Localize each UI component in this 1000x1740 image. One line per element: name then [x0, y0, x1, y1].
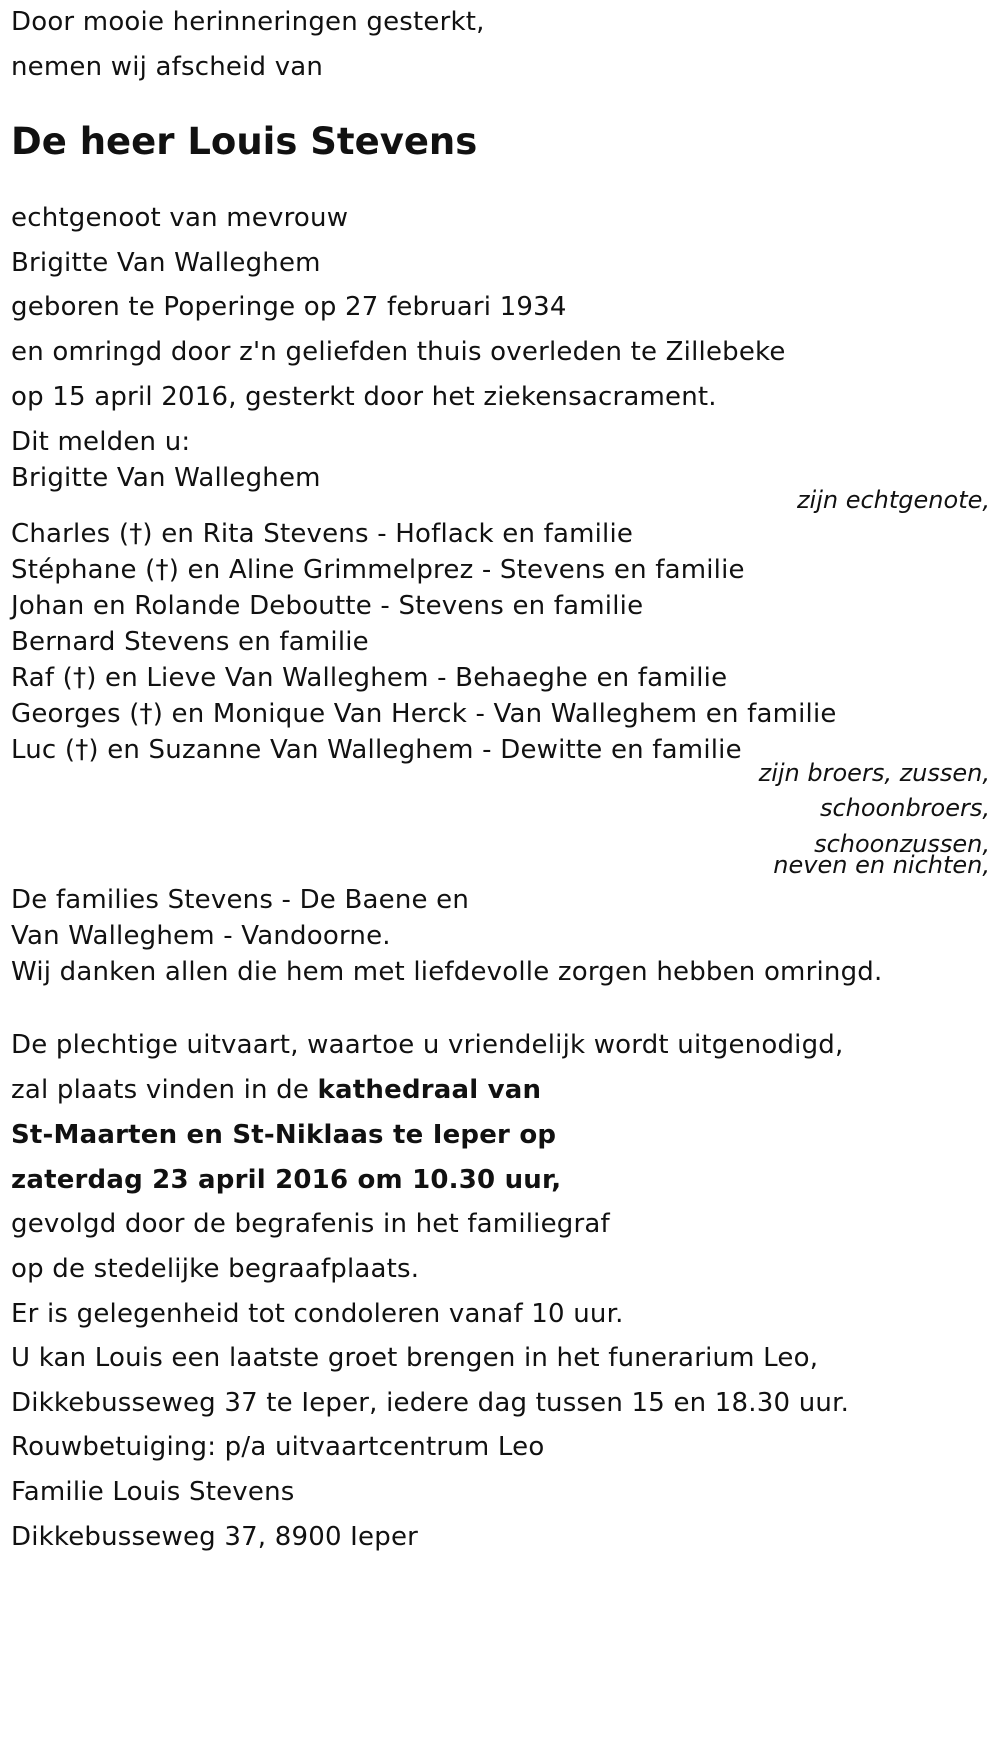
sibling-line: Charles (†) en Rita Stevens - Hoflack en familie: [11, 519, 634, 549]
funeral-line-8: U kan Louis een laatste groet brengen in het funerarium Leo,: [11, 1343, 819, 1373]
sibling-line: Bernard Stevens en familie: [11, 627, 369, 657]
condolences-line-2: Familie Louis Stevens: [11, 1477, 295, 1507]
sibling-line: Stéphane (†) en Aline Grimmelprez - Stevens en familie: [11, 555, 745, 585]
sibling-line: Luc (†) en Suzanne Van Walleghem - Dewitte en familie: [11, 735, 742, 765]
funeral-line-7: Er is gelegenheid tot condoleren vanaf 10 uur.: [11, 1299, 624, 1329]
intro-line-2: nemen wij afscheid van: [11, 52, 324, 82]
death-line-1: en omringd door z'n geliefden thuis overleden te Zillebeke: [11, 337, 786, 367]
birth-line: geboren te Poperinge op 27 februari 1934: [11, 292, 567, 322]
siblings-role-line: schoonbroers,: [819, 794, 990, 822]
funeral-line-2-bold: kathedraal van: [317, 1075, 542, 1105]
funeral-line-2: [11, 1074, 541, 1106]
siblings-role-line: schoonzussen,: [814, 830, 990, 858]
funeral-line-9: Dikkebusseweg 37 te Ieper, iedere dag tussen 15 en 18.30 uur.: [11, 1388, 850, 1418]
funeral-line-6: op de stedelijke begraafplaats.: [11, 1254, 420, 1284]
spouse-role: zijn echtgenote,: [796, 486, 990, 514]
announcers-intro: Dit melden u:: [11, 427, 191, 457]
sibling-line: Johan en Rolande Deboutte - Stevens en familie: [11, 591, 644, 621]
siblings-role-line: zijn broers, zussen,: [758, 759, 990, 787]
funeral-line-2-plain: zal plaats vinden in de: [11, 1075, 318, 1105]
condolences-line-1: Rouwbetuiging: p/a uitvaartcentrum Leo: [11, 1432, 545, 1462]
funeral-line-1: De plechtige uitvaart, waartoe u vriendelijk wordt uitgenodigd,: [11, 1030, 844, 1060]
intro-line-1: Door mooie herinneringen gesterkt,: [11, 7, 485, 37]
condolences-line-3: Dikkebusseweg 37, 8900 Ieper: [11, 1522, 419, 1552]
sibling-line: Georges (†) en Monique Van Herck - Van Walleghem en familie: [11, 699, 837, 729]
death-line-2: op 15 april 2016, gesterkt door het ziekensacrament.: [11, 382, 717, 412]
siblings-role-line: neven en nichten,: [773, 851, 990, 879]
thanks-line: Wij danken allen die hem met liefdevolle zorgen hebben omringd.: [11, 957, 883, 987]
funeral-line-5: gevolgd door de begrafenis in het familiegraf: [11, 1209, 610, 1239]
deceased-name: De heer Louis Stevens: [11, 120, 478, 163]
funeral-date: zaterdag 23 april 2016 om 10.30 uur,: [11, 1165, 562, 1195]
sibling-line: Raf (†) en Lieve Van Walleghem - Behaeghe en familie: [11, 663, 728, 693]
families-line-2: Van Walleghem - Vandoorne.: [11, 921, 391, 951]
spouse-intro: echtgenoot van mevrouw: [11, 203, 349, 233]
spouse-name: Brigitte Van Walleghem: [11, 248, 321, 278]
funeral-location: St-Maarten en St-Niklaas te Ieper op: [11, 1120, 557, 1150]
families-line-1: De families Stevens - De Baene en: [11, 885, 470, 915]
announcer-spouse: Brigitte Van Walleghem: [11, 463, 321, 493]
